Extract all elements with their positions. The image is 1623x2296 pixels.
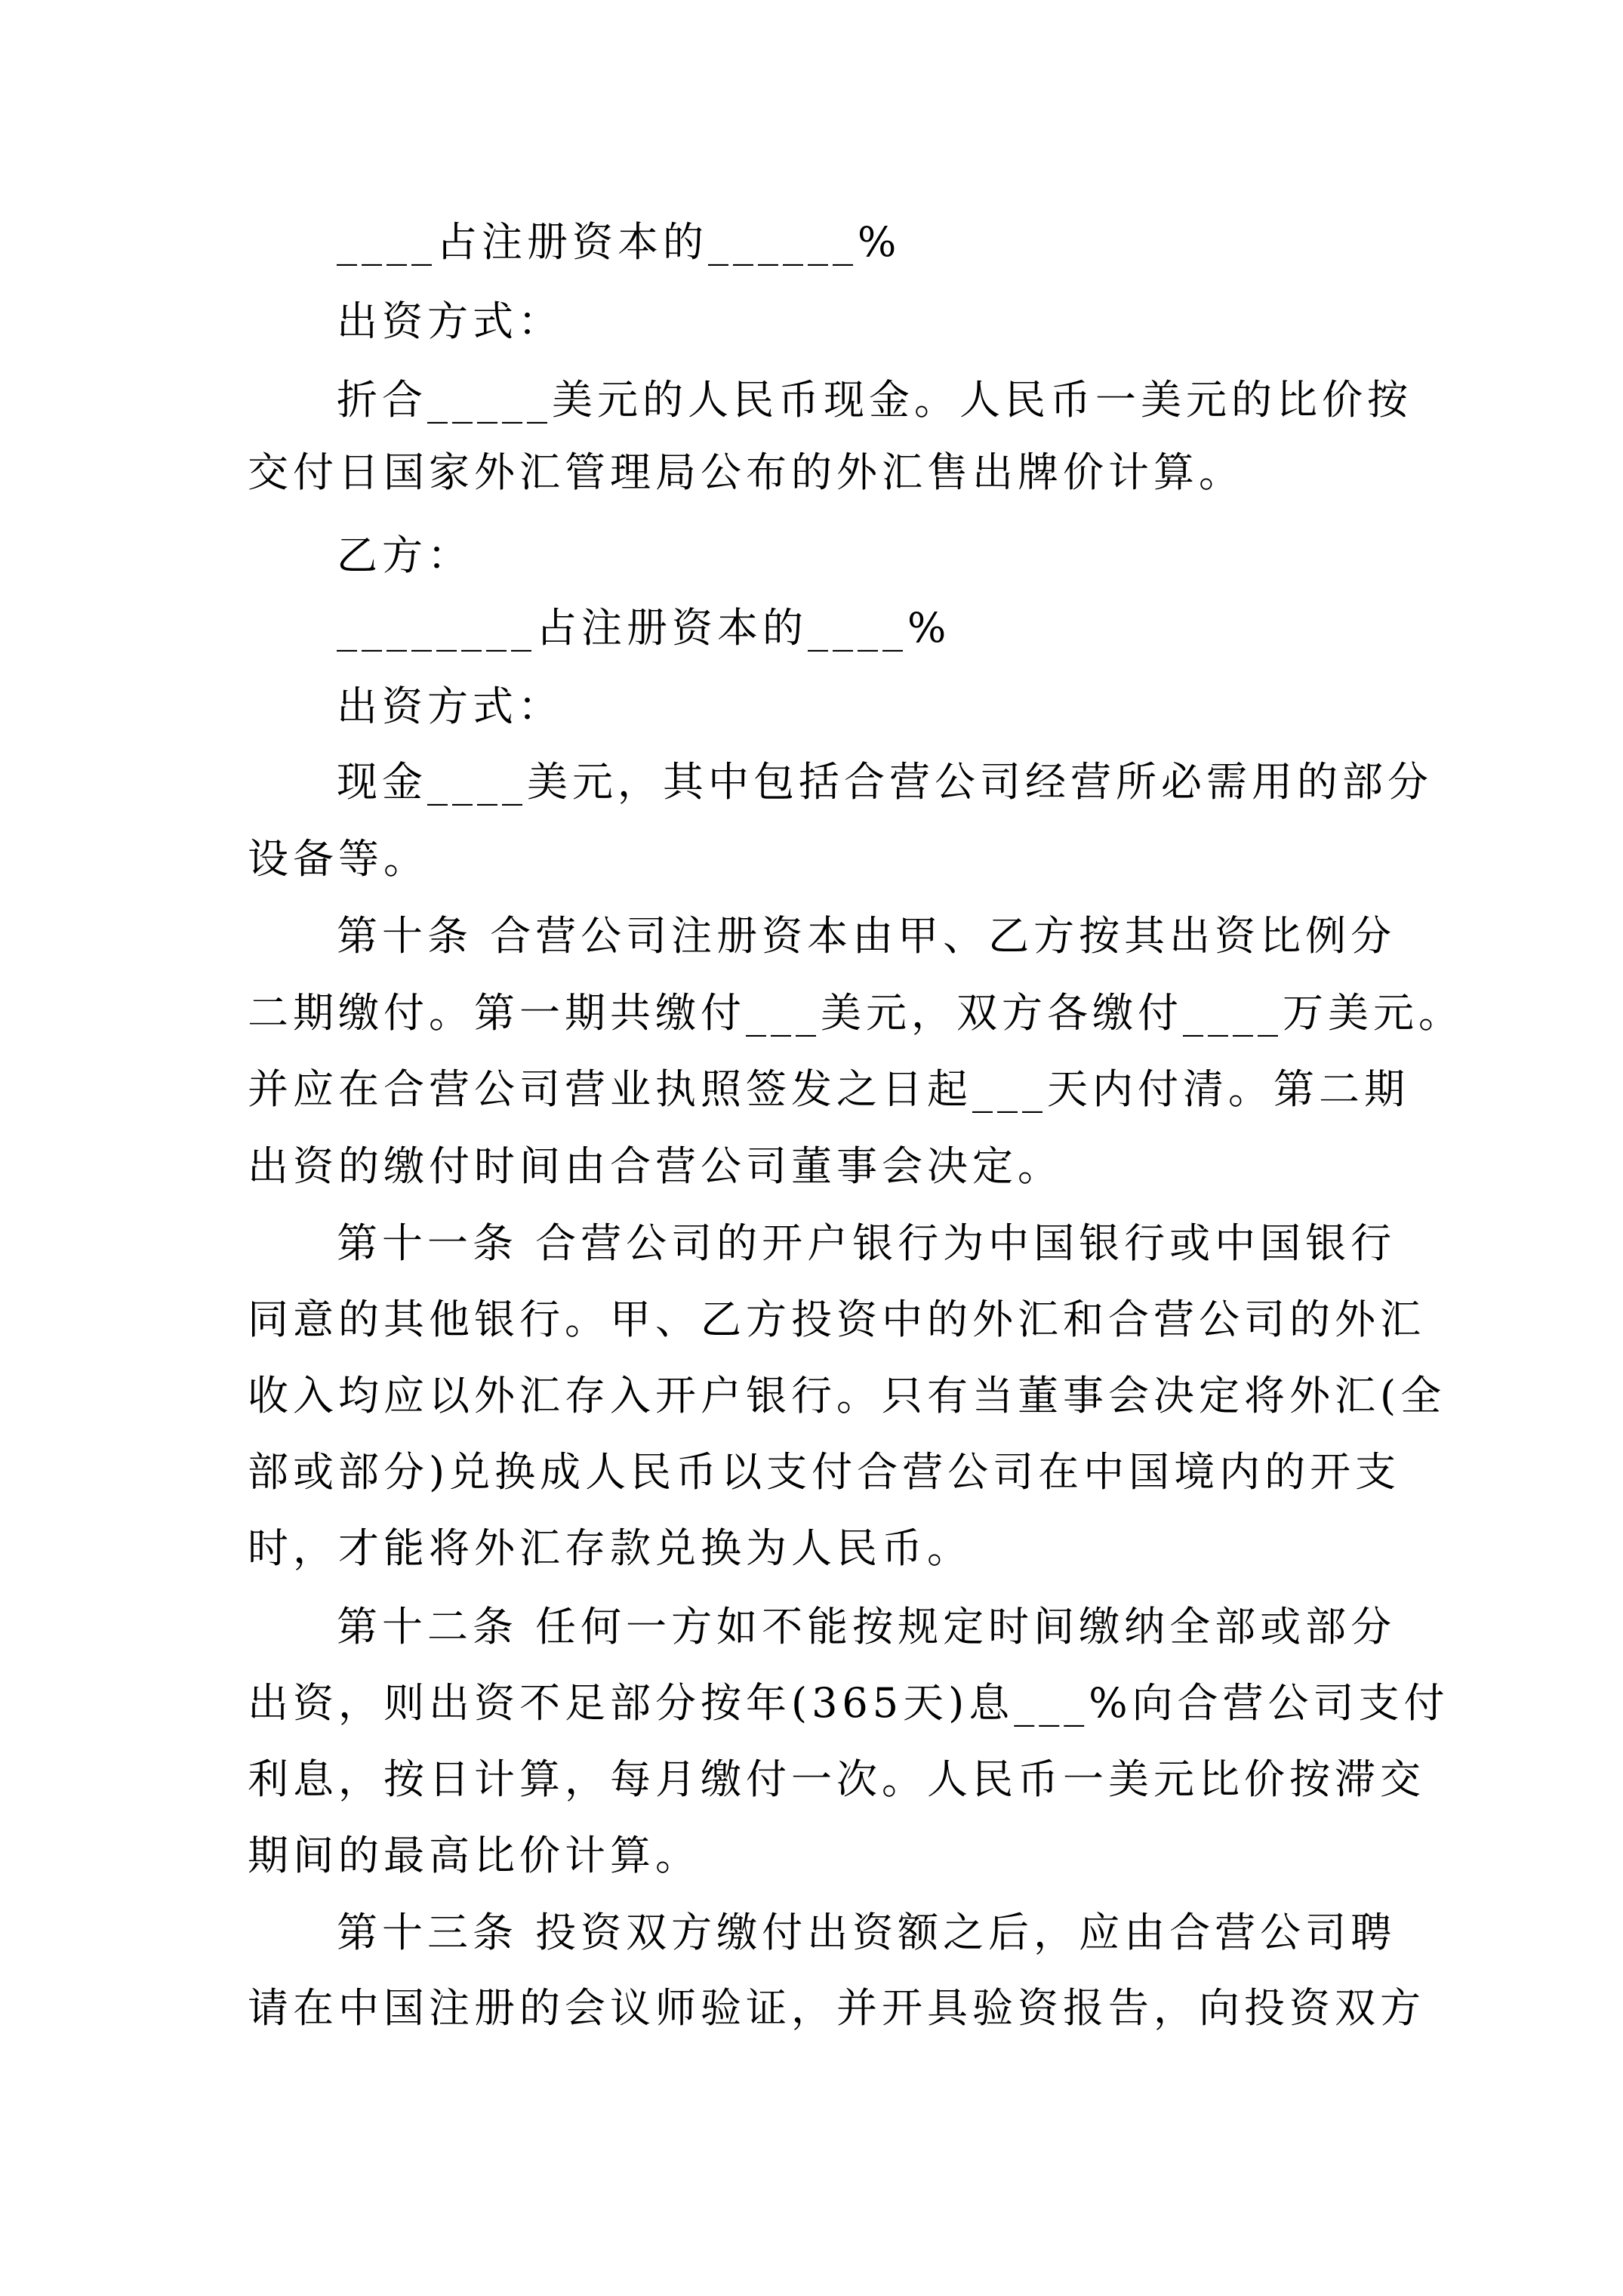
- text-line-16: 收入均应以外汇存入开户银行。只有当董事会决定将外汇(全: [248, 1372, 1446, 1419]
- text-line-19: 第十二条 任何一方如不能按规定时间缴纳全部或部分: [337, 1603, 1397, 1650]
- text-line-24: 请在中国注册的会议师验证，并开具验资报告，向投资双方: [248, 1984, 1425, 2032]
- text-line-21: 利息，按日计算，每月缴付一次。人民币一美元比价按滞交: [248, 1755, 1425, 1803]
- text-line-11: 二期缴付。第一期共缴付___美元，双方各缴付____万美元。: [248, 989, 1464, 1037]
- text-line-2: 出资方式：: [337, 297, 563, 345]
- text-line-13: 出资的缴付时间由合营公司董事会决定。: [248, 1142, 1063, 1190]
- text-line-14: 第十一条 合营公司的开户银行为中国银行或中国银行: [337, 1219, 1397, 1267]
- text-line-1: ____占注册资本的______%: [337, 218, 901, 266]
- text-line-6: ________占注册资本的____%: [337, 604, 951, 652]
- text-line-22: 期间的最高比价计算。: [248, 1832, 701, 1879]
- text-line-9: 设备等。: [248, 835, 429, 883]
- text-line-23: 第十三条 投资双方缴付出资额之后，应由合营公司聘: [337, 1909, 1397, 1956]
- text-line-12: 并应在合营公司营业执照签发之日起___天内付清。第二期: [248, 1065, 1409, 1113]
- text-line-4: 交付日国家外汇管理局公布的外汇售出牌价计算。: [248, 448, 1244, 496]
- text-line-15: 同意的其他银行。甲、乙方投资中的外汇和合营公司的外汇: [248, 1296, 1425, 1343]
- text-line-7: 出资方式：: [337, 683, 563, 730]
- text-line-10: 第十条 合营公司注册资本由甲、乙方按其出资比例分: [337, 912, 1397, 960]
- text-line-17: 部或部分)兑换成人民币以支付合营公司在中国境内的开支: [248, 1448, 1401, 1496]
- text-line-8: 现金____美元，其中包括合营公司经营所必需用的部分: [337, 758, 1433, 806]
- text-line-3: 折合_____美元的人民币现金。人民币一美元的比价按: [337, 376, 1412, 424]
- text-line-18: 时，才能将外汇存款兑换为人民币。: [248, 1524, 972, 1572]
- text-line-20: 出资，则出资不足部分按年(365天)息___%向合营公司支付: [248, 1679, 1449, 1727]
- text-line-5: 乙方：: [337, 532, 473, 579]
